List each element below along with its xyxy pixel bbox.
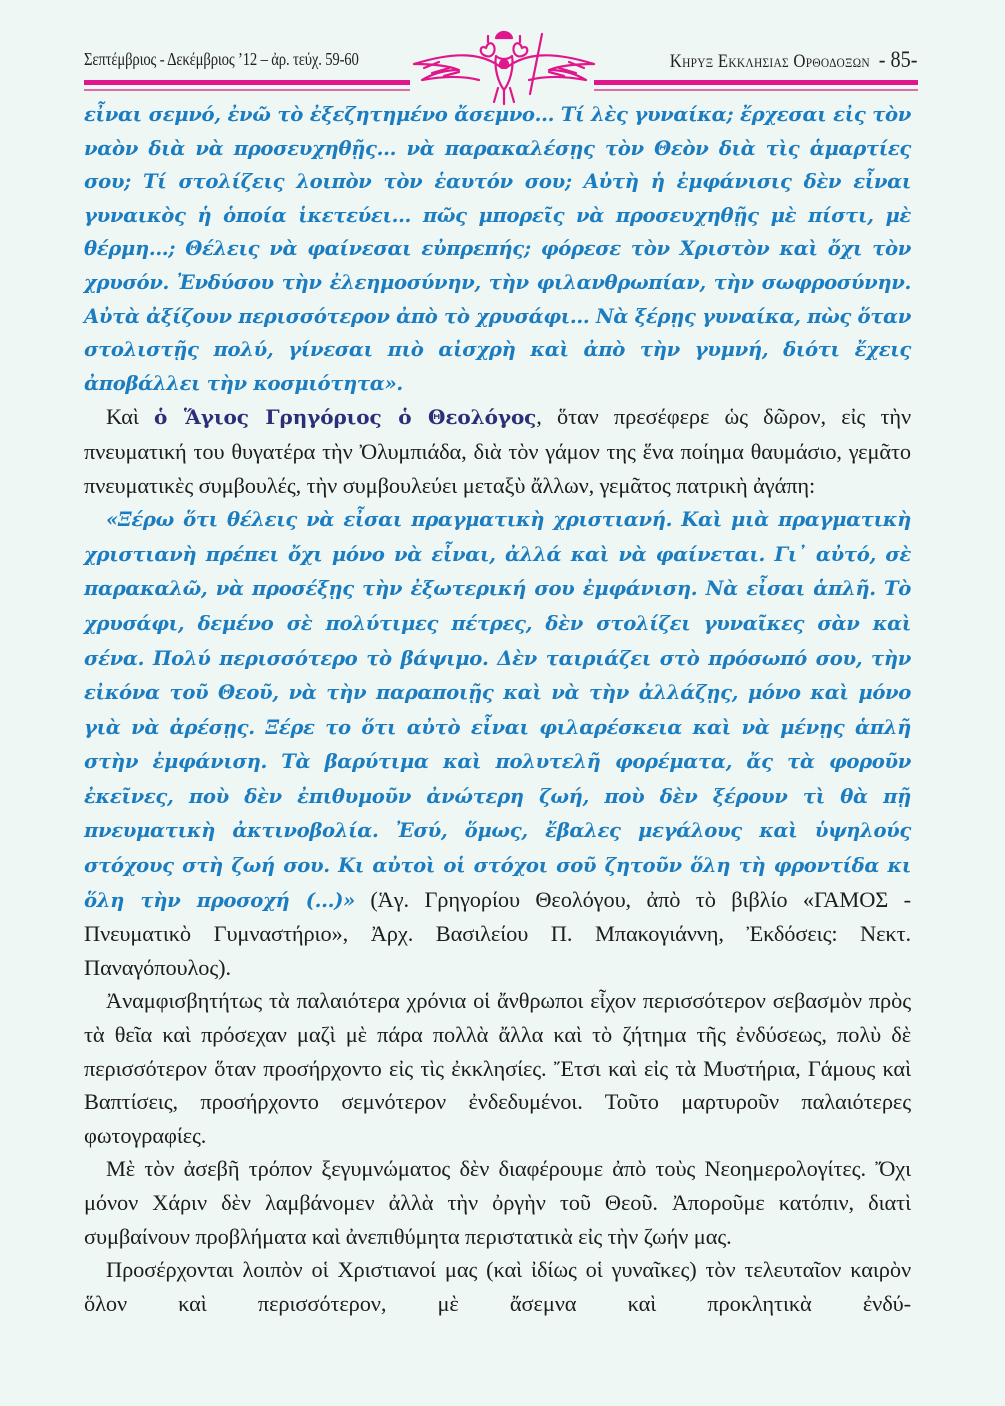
paragraph-new-calendarists: Μὲ τὸν ἀσεβῆ τρόπον ξεγυμνώματος δὲν διαφέρουμε ἀπὸ τοὺς Νεοημερολογίτες. Ὄχι μόνον Χάριν δὲν λαμβάνομεν ἀλλὰ τὴν ὀργὴν τοῦ Θεοῦ. Ἀποροῦμε κατόπιν, διατὶ συμβαίνουν προβλήματα καὶ ἀνεπιθύμητα περιστατικὰ εἰς τὴν ζωήν μας. [84,1156,911,1249]
paragraph-text: Καὶ [106,404,155,430]
header-rule-left-thin [84,89,410,91]
saint-name: ὁ Ἅγιος Γρηγόριος ὁ Θεολόγος [154,405,537,430]
header-rule-left [84,80,410,85]
paragraph-text: , ὅταν πρεσέφερε ὡς δῶρον, εἰς τὴν πνευματική του θυγατέρα τὴν Ὀλυμπιάδα, διὰ τὸν γάμον της ἕνα ποίημα θαυμάσιο, γεμᾶτο πνευματικὲς συμβουλές, τὴν συμβουλεύει μεταξὺ ἄλλων, γεμᾶτος πατρικὴ ἀγάπη: [84,404,911,498]
article-body [84,98,911,1320]
page-number: - 85- [879,47,918,72]
quote-citation: (Ἁγ. Γρηγορίου Θεολόγου, ἀπὸ τὸ βιβλίο «ΓΑΜΟΣ - Πνευματικὸ Γυμναστήριο», Ἀρχ. Βασιλείου Π. Μπακογιάννη, Ἐκδόσεις: Νεκτ. Παναγόπουλος). [84,886,911,980]
header-rule-right [594,80,918,85]
paragraph-past-years: Ἀναμφισβητήτως τὰ παλαιότερα χρόνια οἱ ἄνθρωποι εἶχον περισσότερον σεβασμὸν πρὸς τὰ θεῖα καὶ πρόσεχαν μαζὶ μὲ πάρα πολλὰ ἄλλα καὶ τὸ ζήτημα τῆς ἐνδύσεως, πολὺ δὲ περισσότερον ὅταν προσήρχοντο εἰς τὶς ἐκκλησίες. Ἔτσι καὶ εἰς τὰ Μυστήρια, Γάμους καὶ Βαπτίσεις, προσήρχοντο σεμνότερον ἐνδεδυμένοι. Τοῦτο μαρτυροῦν παλαιότερες φωτογραφίες. [84,988,911,1148]
quote-chrysostom: εἶναι σεμνό, ἐνῶ τὸ ἐξεζητημένο ἄσεμνο... Τί λὲς γυναίκα; ἔρχεσαι εἰς τὸν ναὸν διὰ νὰ προσευχηθῇς... νὰ παρακαλέσῃς τὸν Θεὸν διὰ τὶς ἁμαρτίες σου; Τί στολίζεις λοιπὸν τὸν ἑαυτόν σου; Αὐτὴ ἡ ἐμφάνισις δὲν εἶναι γυναικὸς ἡ ὁποία ἱκετεύει... πῶς μπορεῖς νὰ προσευχηθῇς μὲ πίστι, μὲ θέρμη...; Θέλεις νὰ φαίνεσαι εὐπρεπής; φόρεσε τὸν Χριστὸν καὶ ὄχι τὸν χρυσόν. Ἐνδύσου τὴν ἐλεημοσύνην, τὴν φιλανθρωπίαν, τὴν σωφροσύνην. Αὐτὰ ἀξίζουν περισσότερον ἀπὸ τὸ χρυσάφι... Νὰ ξέρῃς γυναίκα, πὼς ὅταν στολιστῇς πολύ, γίνεσαι πιὸ αἰσχρὴ καὶ ἀπὸ τὴν γυμνή, διότι ἔχεις ἀποβάλλει τὴν κοσμιότητα». [84,103,911,395]
double-headed-eagle-icon [404,24,604,106]
page-header [84,30,918,100]
header-rule-right-thin [594,89,918,91]
publication-title: Κηρυξ Εκκλησιας Ορθοδοξων [670,51,871,72]
publication-header [670,47,918,73]
issue-info: Σεπτέμβριος - Δεκέμβριος ’12 – ἀρ. τεύχ. 59-60 [84,49,359,69]
paragraph-present-day: Προσέρχονται λοιπὸν οἱ Χριστιανοί μας (καὶ ἰδίως οἱ γυναῖκες) τὸν τελευταῖον καιρὸν ὅλον καὶ περισσότερον, μὲ ἄσεμνα καὶ προκλητικὰ ἐνδύ- [84,1257,911,1316]
paragraph-gregory-intro [84,400,911,502]
quote-gregory [84,502,911,984]
quote-text: «Ξέρω ὅτι θέλεις νὰ εἶσαι πραγματικὴ χριστιανή. Καὶ μιὰ πραγματικὴ χριστιανὴ πρέπει ὄχι μόνο νὰ εἶναι, ἀλλά καὶ νὰ φαίνεται. Γι᾽ αὐτό, σὲ παρακαλῶ, νὰ προσέξῃς τὴν ἐξωτερική σου ἐμφάνιση. Νὰ εἶσαι ἁπλῆ. Τὸ χρυσάφι, δεμένο σὲ πολύτιμες πέτρες, δὲν στολίζει γυναῖκες σὰν καὶ σένα. Πολύ περισσότερο τὸ βάψιμο. Δὲν ταιριάζει στὸ πρόσωπό σου, τὴν εἰκόνα τοῦ Θεοῦ, νὰ τὴν παραποιῇς καὶ νὰ τὴν ἀλλάζῃς, μόνο καὶ μόνο γιὰ νὰ ἀρέσῃς. Ξέρε το ὅτι αὐτὸ εἶναι φιλαρέσκεια καὶ νὰ μένῃς ἁπλῆ στὴν ἐμφάνιση. Τὰ βαρύτιμα καὶ πολυτελῆ φορέματα, ἄς τὰ φοροῦν ἐκεῖνες, ποὺ δὲν ἐπιθυμοῦν ἀνώτερη ζωή, ποὺ δὲν ξέρουν τὶ θὰ πῇ πνευματικὴ ἀκτινοβολία. Ἐσύ, ὅμως, ἔβαλες μεγάλους καὶ ὑψηλούς στόχους στὴ ζωή σου. Κι αὐτοὶ οἱ στόχοι σοῦ ζητοῦν ὅλη τὴ φροντίδα κι ὅλη τὴν προσοχή (...)» [84,508,911,912]
